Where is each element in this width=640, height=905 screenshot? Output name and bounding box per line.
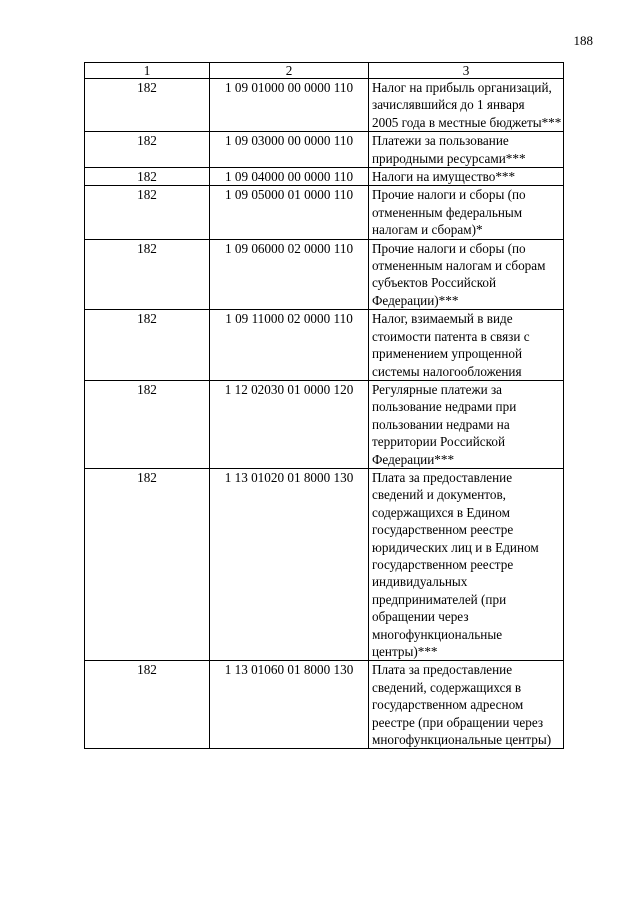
table-row [85,239,564,310]
revenue-name-line: зачислявшийся до 1 января [372,97,525,113]
revenue-name-line: государственном реестре [372,556,514,572]
revenue-name-line: государственном реестре [372,522,514,538]
revenue-name-line: отмененным налогам и сборам [372,258,546,274]
revenue-name-cell [369,186,564,239]
table-row [85,186,564,239]
table-row [85,468,564,660]
budget-classification-code-cell: 1 13 01020 01 8000 130 [210,468,369,660]
revenue-name-line: Плата за предоставление [372,469,513,485]
revenue-name-line: стоимости патента в связи с [372,328,530,344]
admin-code-cell: 182 [85,661,210,749]
revenue-name-line: индивидуальных [372,574,468,590]
revenue-name-line: территории Российской [372,434,506,450]
revenue-name-cell [369,239,564,310]
admin-code-cell: 182 [85,132,210,168]
revenue-name-line: реестре (при обращении через [372,714,544,730]
admin-code-cell: 182 [85,310,210,381]
table-row [85,310,564,381]
table-row [85,380,564,468]
table-header [85,63,564,79]
admin-code-cell: 182 [85,239,210,310]
revenue-name-line: налогам и сборам)* [372,222,483,238]
budget-classification-code-cell: 1 09 03000 00 0000 110 [210,132,369,168]
revenue-name-line: содержащихся в Едином [372,504,510,520]
revenue-name-line: многофункциональные [372,626,503,642]
revenue-name-line: центры)*** [372,644,438,659]
admin-code-cell: 182 [85,186,210,239]
admin-code-cell: 182 [85,468,210,660]
table-row [85,132,564,168]
revenue-name-line: Налоги на имущество*** [372,169,516,185]
revenue-name-line: отмененным федеральным [372,204,523,220]
budget-classification-code-cell: 1 09 04000 00 0000 110 [210,168,369,186]
revenue-name-line: Федерации*** [372,451,455,467]
budget-classification-code-cell: 1 12 02030 01 0000 120 [210,380,369,468]
budget-revenue-table [84,62,564,749]
budget-classification-code-cell: 1 09 01000 00 0000 110 [210,79,369,132]
revenue-name-line: многофункциональные центры) [372,732,552,748]
page-number: 188 [573,33,593,48]
revenue-name-cell [369,168,564,186]
revenue-name-line: 2005 года в местные бюджеты*** [372,114,562,130]
revenue-name-line: Прочие налоги и сборы (по [372,240,526,256]
revenue-name-line: Налог на прибыль организаций, [372,80,552,95]
revenue-name-line: Плата за предоставление [372,662,513,678]
budget-classification-code-cell: 1 09 11000 02 0000 110 [210,310,369,381]
admin-code-cell: 182 [85,168,210,186]
revenue-name-cell [369,132,564,168]
revenue-name-cell [369,310,564,381]
admin-code-cell: 182 [85,79,210,132]
revenue-name-line: сведений, содержащихся в [372,679,522,695]
revenue-name-line: Налог, взимаемый в виде [372,311,513,327]
table-row [85,168,564,186]
budget-classification-code-cell: 1 09 05000 01 0000 110 [210,186,369,239]
budget-classification-code-cell: 1 13 01060 01 8000 130 [210,661,369,749]
revenue-name-cell [369,468,564,660]
revenue-name-line: пользовании недрами на [372,416,510,432]
revenue-name-line: предпринимателей (при [372,591,507,607]
revenue-name-line: юридических лиц и в Едином [372,539,539,555]
revenue-name-cell [369,661,564,749]
revenue-name-cell [369,79,564,132]
column-header-1: 1 [85,63,210,79]
revenue-name-line: пользование недрами при [372,399,517,415]
revenue-name-line: Платежи за пользование [372,133,509,149]
revenue-name-line: Прочие налоги и сборы (по [372,187,526,203]
revenue-name-line: обращении через [372,609,469,625]
revenue-name-line: государственном адресном [372,697,524,713]
column-header-2: 2 [210,63,369,79]
table-row [85,79,564,132]
header-row [85,63,564,79]
column-header-3: 3 [369,63,564,79]
admin-code-cell: 182 [85,380,210,468]
budget-classification-code-cell: 1 09 06000 02 0000 110 [210,239,369,310]
revenue-name-line: Регулярные платежи за [372,381,503,397]
revenue-name-line: субъектов Российской [372,275,497,291]
table-body [85,79,564,749]
revenue-name-line: применением упрощенной [372,346,523,362]
revenue-name-cell [369,380,564,468]
revenue-name-line: системы налогообложения [372,363,522,379]
revenue-name-line: сведений и документов, [372,487,506,503]
revenue-name-line: Федерации)*** [372,292,459,308]
table-row [85,661,564,749]
revenue-name-line: природными ресурсами*** [372,150,526,166]
